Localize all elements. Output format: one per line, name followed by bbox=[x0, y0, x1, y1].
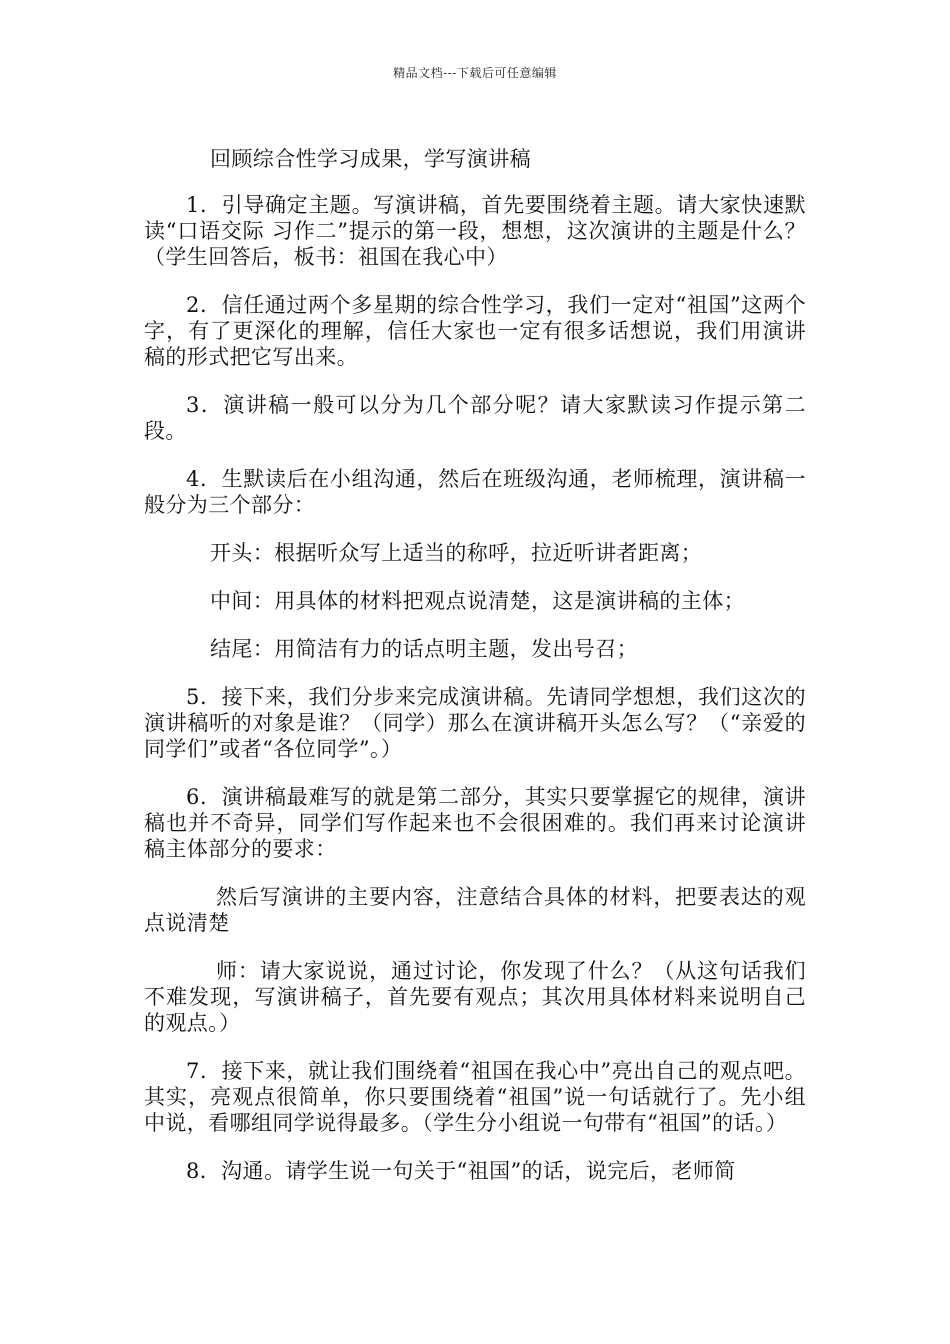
paragraph-5: 5．接下来，我们分步来完成演讲稿。先请同学想想，我们这次的演讲稿听的对象是谁？（同学）那么在演讲稿开头怎么写？（“亲爱的同学们”或者“各位同学”。） bbox=[144, 685, 806, 761]
paragraph-1: 1．引导确定主题。写演讲稿，首先要围绕着主题。请大家快速默读“口语交际 习作二”提示的第一段，想想，这次演讲的主题是什么？（学生回答后，板书：祖国在我心中） bbox=[144, 193, 806, 269]
document-body bbox=[144, 146, 806, 1184]
paragraph-7: 7．接下来，就让我们围绕着“祖国在我心中”亮出自己的观点吧。其实，亮观点很简单，你只要围绕着“祖国”说一句话就行了。先小组中说，看哪组同学说得最多。（学生分小组说一句带有“祖国”的话。） bbox=[144, 1059, 806, 1135]
paragraph-middle: 中间：用具体的材料把观点说清楚，这是演讲稿的主体； bbox=[210, 589, 745, 613]
paragraph-2: 2．信任通过两个多星期的综合性学习，我们一定对“祖国”这两个字，有了更深化的理解，信任大家也一定有很多话想说，我们用演讲稿的形式把它写出来。 bbox=[144, 293, 806, 369]
document-title: 回顾综合性学习成果，学写演讲稿 bbox=[210, 147, 531, 171]
paragraph-8: 8．沟通。请学生说一句关于“祖国”的话，说完后，老师简 bbox=[186, 1159, 736, 1183]
paragraph-ending: 结尾：用简洁有力的话点明主题，发出号召； bbox=[210, 637, 638, 661]
paragraph-6: 6．演讲稿最难写的就是第二部分，其实只要掌握它的规律，演讲稿也并不奇异，同学们写作起来也不会很困难的。我们再来讨论演讲稿主体部分的要求： bbox=[144, 785, 806, 861]
paragraph-opening: 开头：根据听众写上适当的称呼，拉近听讲者距离； bbox=[210, 541, 703, 565]
paragraph-teacher: 师：请大家说说，通过讨论，你发现了什么？（从这句话我们不难发现，写演讲稿子，首先要有观点；其次用具体材料来说明自己的观点。） bbox=[144, 959, 806, 1035]
page-header: 精品文档---下载后可任意编辑 bbox=[393, 66, 557, 80]
paragraph-4: 4．生默读后在小组沟通，然后在班级沟通，老师梳理，演讲稿一般分为三个部分： bbox=[144, 467, 806, 517]
paragraph-3: 3．演讲稿一般可以分为几个部分呢？请大家默读习作提示第二段。 bbox=[144, 393, 806, 443]
paragraph-main-content: 然后写演讲的主要内容，注意结合具体的材料，把要表达的观点说清楚 bbox=[144, 885, 806, 935]
